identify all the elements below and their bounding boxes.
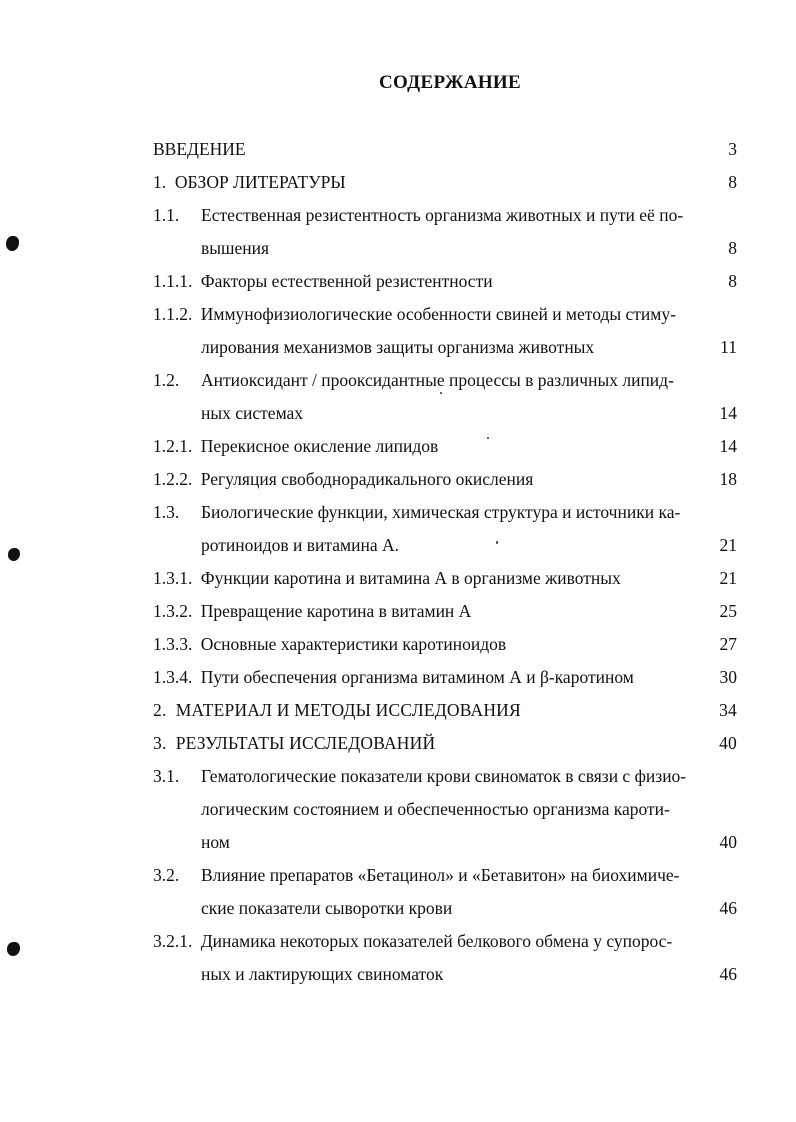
- toc-entry-number: 1.3.1.: [153, 568, 193, 588]
- toc-page-number: 34: [719, 700, 737, 720]
- toc-page-number: 21: [719, 535, 737, 555]
- toc-entry-text-line3: ном: [201, 832, 230, 852]
- toc-page-number: 8: [728, 172, 737, 192]
- scan-speck: [496, 541, 498, 544]
- toc-page-number: 21: [719, 568, 737, 588]
- toc-entry-number: 1.: [153, 172, 167, 192]
- toc-entry-number: 1.1.: [153, 205, 180, 225]
- toc-page-number: 46: [719, 898, 737, 918]
- toc-entry-text: Перекисное окисление липидов: [200, 436, 439, 456]
- toc-entry-text-line2: логическим состоянием и обеспеченностью организма кароти-: [201, 799, 670, 819]
- toc-entry-text-line2: ных и лактирующих свиноматок: [201, 964, 444, 984]
- toc-entry-3-1-cont: [153, 797, 741, 830]
- toc-page-number: 14: [719, 403, 737, 423]
- toc-entry-text-line2: вышения: [201, 238, 270, 258]
- table-of-contents: [153, 137, 741, 995]
- toc-entry-1-3-3: [153, 632, 741, 665]
- toc-entry-1-2-2: [153, 467, 741, 500]
- toc-entry-text-line2: лирования механизмов защиты организма животных: [201, 337, 595, 357]
- toc-page-number: 18: [719, 469, 737, 489]
- toc-entry-text-line1: Иммунофизиологические особенности свиней и методы стиму-: [200, 304, 676, 324]
- toc-page-number: 27: [719, 634, 737, 654]
- toc-entry-number: 1.2.2.: [153, 469, 193, 489]
- toc-entry-text: Факторы естественной резистентности: [200, 271, 493, 291]
- toc-page-number: 25: [719, 601, 737, 621]
- toc-entry-text-line1: Влияние препаратов «Бетацинол» и «Бетавитон» на биохимиче-: [201, 865, 680, 885]
- toc-entry-text-line1: Биологические функции, химическая структура и источники ка-: [201, 502, 681, 522]
- toc-entry-1-3-1: [153, 566, 741, 599]
- toc-entry-text: ВВЕДЕНИЕ: [153, 139, 246, 159]
- toc-entry-number: 1.2.1.: [153, 436, 193, 456]
- toc-entry-number: 1.1.1.: [153, 271, 193, 291]
- toc-entry-text-line2: ские показатели сыворотки крови: [201, 898, 453, 918]
- toc-entry-text: Функции каротина и витамина А в организме животных: [200, 568, 621, 588]
- toc-entry-number: 1.3.3.: [153, 634, 193, 654]
- page-title: СОДЕРЖАНИЕ: [379, 72, 521, 93]
- toc-entry-text: Превращение каротина в витамин А: [200, 601, 472, 621]
- scan-blot-top: [6, 236, 19, 251]
- toc-page-number: 11: [720, 337, 737, 357]
- toc-entry-1-1-2-cont: [153, 335, 741, 368]
- toc-entry-text: Регуляция свободнорадикального окисления: [200, 469, 534, 489]
- toc-entry-1-2: [153, 368, 741, 401]
- toc-entry-3-1: [153, 764, 741, 797]
- toc-page-number: 30: [719, 667, 737, 687]
- toc-entry-number: 1.3.4.: [153, 667, 193, 687]
- toc-entry-1-3-cont: [153, 533, 741, 566]
- toc-entry-number: 2.: [153, 700, 167, 720]
- toc-entry-1-2-cont: [153, 401, 741, 434]
- toc-entry-1-2-1: [153, 434, 741, 467]
- scan-blot-middle: [8, 548, 20, 561]
- toc-entry-1-3: [153, 500, 741, 533]
- toc-page-number: 46: [719, 964, 737, 984]
- toc-entry-1-3-2: [153, 599, 741, 632]
- toc-entry-number: 3.1.: [153, 766, 180, 786]
- toc-entry-text-line1: Антиоксидант / прооксидантные процессы в различных липид-: [201, 370, 674, 390]
- toc-entry-text: ОБЗОР ЛИТЕРАТУРЫ: [174, 172, 346, 192]
- toc-entry-text: Пути обеспечения организма витамином А и β-каротином: [200, 667, 634, 687]
- toc-entry-text-line2: ных системах: [201, 403, 304, 423]
- toc-entry-text-line1: Естественная резистентность организма животных и пути её по-: [201, 205, 684, 225]
- toc-entry-number: 3.2.: [153, 865, 180, 885]
- toc-entry-3-2-1-cont: [153, 962, 741, 995]
- toc-page-number: 40: [719, 733, 737, 753]
- toc-entry-1-1-2: [153, 302, 741, 335]
- toc-entry-text-line2: ротиноидов и витамина А.: [201, 535, 400, 555]
- toc-entry-1: [153, 170, 741, 203]
- toc-entry-3-2-1: [153, 929, 741, 962]
- scan-blot-bottom: [7, 942, 20, 956]
- toc-entry-intro: [153, 137, 741, 170]
- toc-page-number: 14: [719, 436, 737, 456]
- toc-page-number: 3: [728, 139, 737, 159]
- toc-entry-3-1-cont2: [153, 830, 741, 863]
- toc-entry-number: 1.3.2.: [153, 601, 193, 621]
- toc-page-number: 40: [719, 832, 737, 852]
- toc-entry-1-1-cont: [153, 236, 741, 269]
- toc-entry-number: 1.3.: [153, 502, 180, 522]
- toc-entry-2: [153, 698, 741, 731]
- toc-entry-number: 1.2.: [153, 370, 180, 390]
- toc-entry-3-2: [153, 863, 741, 896]
- toc-entry-1-1-1: [153, 269, 741, 302]
- toc-entry-3: [153, 731, 741, 764]
- toc-entry-number: 3.: [153, 733, 167, 753]
- toc-entry-text: Основные характеристики каротиноидов: [200, 634, 507, 654]
- toc-entry-number: 1.1.2.: [153, 304, 193, 324]
- toc-entry-1-3-4: [153, 665, 741, 698]
- toc-entry-number: 3.2.1.: [153, 931, 193, 951]
- toc-entry-3-2-cont: [153, 896, 741, 929]
- scan-speck: [487, 437, 489, 439]
- toc-page-number: 8: [728, 238, 737, 258]
- toc-entry-text: РЕЗУЛЬТАТЫ ИССЛЕДОВАНИЙ: [175, 733, 436, 753]
- toc-entry-1-1: [153, 203, 741, 236]
- toc-entry-text: МАТЕРИАЛ И МЕТОДЫ ИССЛЕДОВАНИЯ: [175, 700, 521, 720]
- toc-entry-text-line1: Динамика некоторых показателей белкового обмена у супорос-: [200, 931, 673, 951]
- toc-page-number: 8: [728, 271, 737, 291]
- scan-speck: [440, 392, 442, 394]
- toc-entry-text-line1: Гематологические показатели крови свиноматок в связи с физио-: [201, 766, 687, 786]
